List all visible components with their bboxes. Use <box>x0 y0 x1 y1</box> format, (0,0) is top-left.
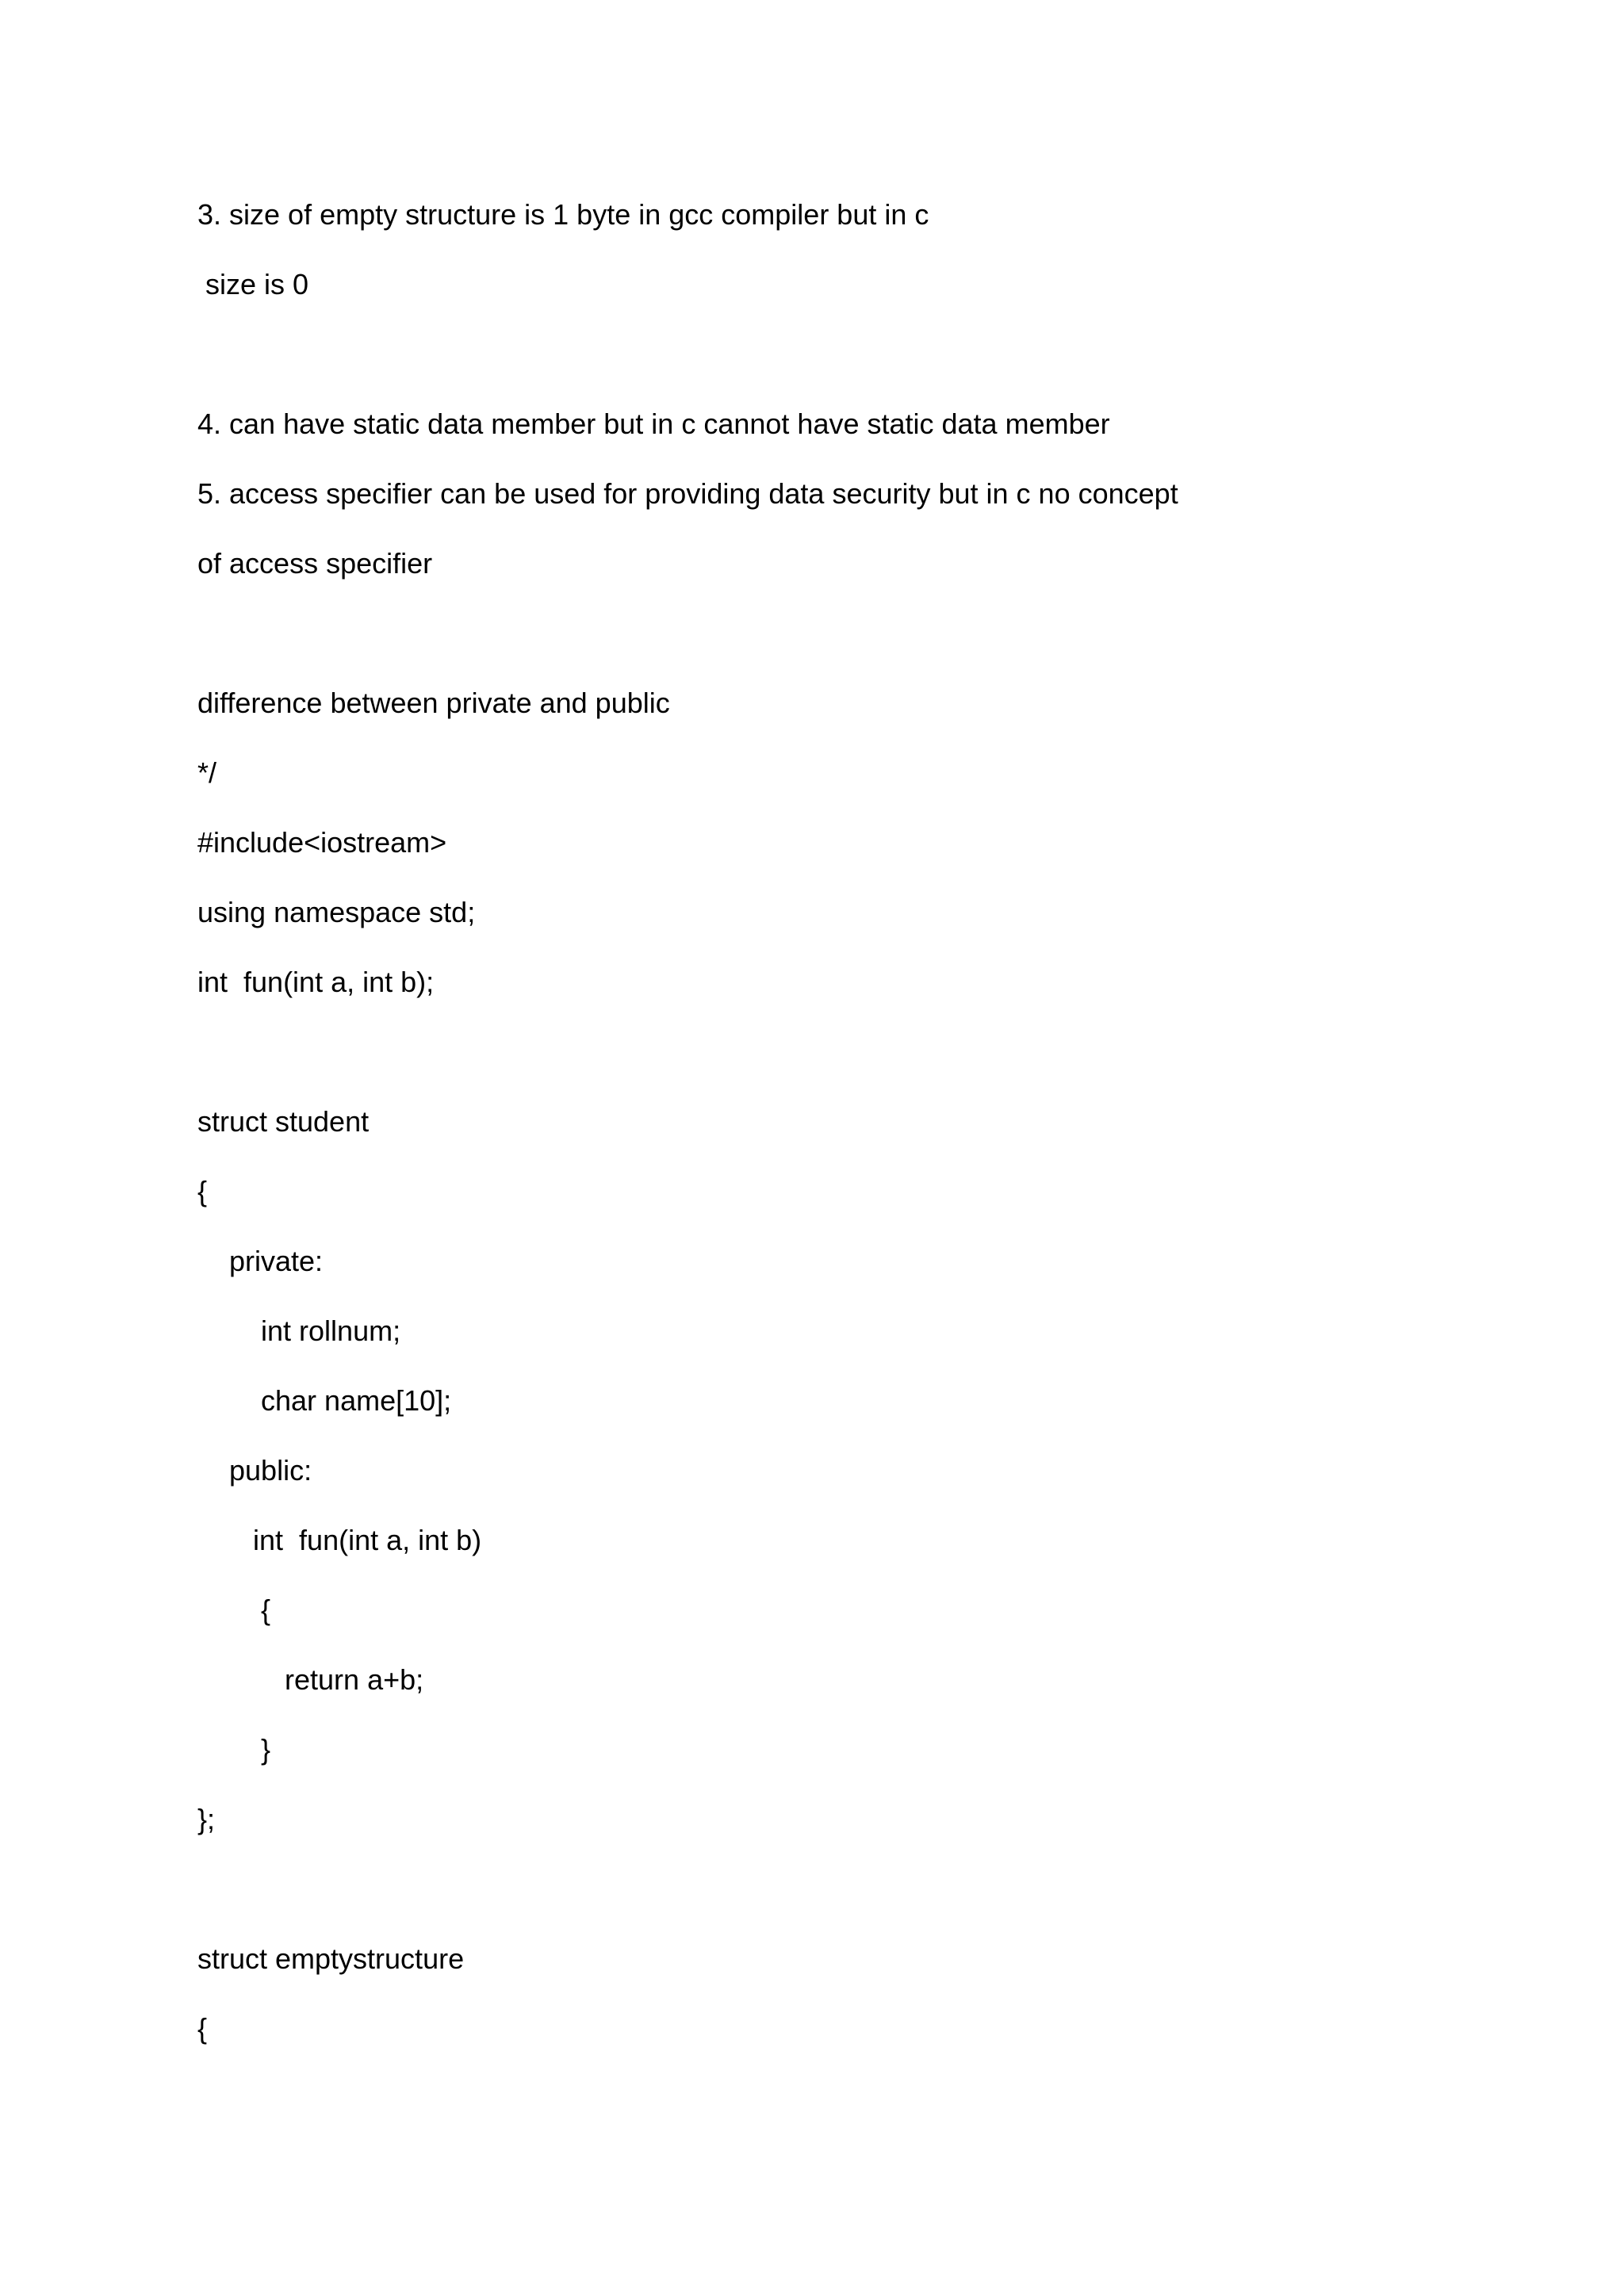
code-line: int rollnum; <box>197 1314 401 1347</box>
code-line: public: <box>197 1454 312 1487</box>
code-line: { <box>197 2012 208 2045</box>
code-line: #include<iostream> <box>197 826 447 859</box>
text-line: 5. access specifier can be used for providing data security but in c no concept <box>197 477 1178 510</box>
code-line: int fun(int a, int b); <box>197 966 435 998</box>
code-line: }; <box>197 1803 216 1835</box>
code-line: using namespace std; <box>197 896 476 928</box>
code-line: char name[10]; <box>197 1384 452 1417</box>
text-line: 3. size of empty structure is 1 byte in gcc compiler but in c <box>197 198 929 231</box>
text-line: difference between private and public <box>197 687 670 719</box>
text-line: size is 0 <box>197 268 309 300</box>
code-line: int fun(int a, int b) <box>197 1524 482 1556</box>
code-line: { <box>197 1175 208 1207</box>
code-line: struct emptystructure <box>197 1942 465 1975</box>
code-line: { <box>197 1594 271 1626</box>
text-line: 4. can have static data member but in c cannot have static data member <box>197 408 1110 440</box>
code-line: return a+b; <box>197 1663 424 1696</box>
text-line: of access specifier <box>197 547 433 580</box>
text-line: */ <box>197 756 217 789</box>
code-line: struct student <box>197 1105 370 1138</box>
code-line: private: <box>197 1245 324 1277</box>
code-line: } <box>197 1733 271 1766</box>
